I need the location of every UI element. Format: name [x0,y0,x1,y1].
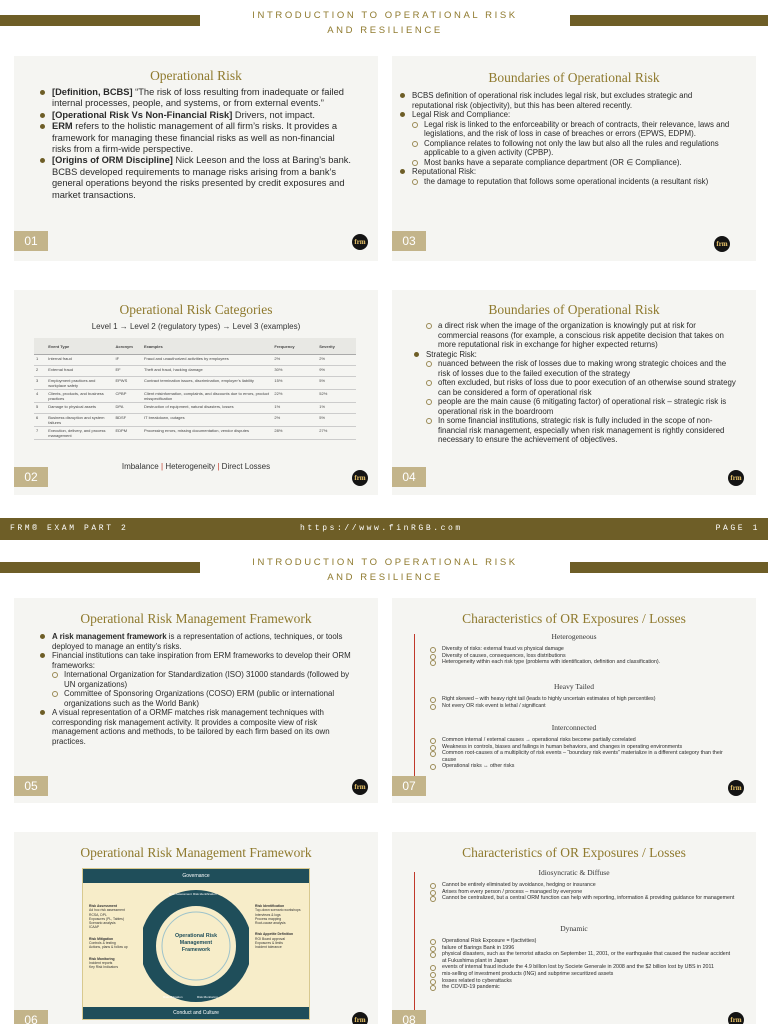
slide-05-list [38,632,358,746]
slide-03-list [398,91,734,186]
ormf-diagram [82,868,310,1020]
group-heading: Idiosyncratic & Diffuse [538,868,610,877]
group-heading: Interconnected [551,723,597,732]
list-item: a direct risk when the image of the organization is knowingly put at risk for commercial reasons (for example, a conscious risk appetite decision that takes on more reputational risk in exchange for higher expected returns) [412,321,736,350]
list-item: mis-selling of investment products (ING) and subprime securitized assets [416,971,736,978]
list-item: Diversity of risks: external fraud vs physical damage [416,646,736,653]
list-item: Operational risks ↔ other risks [416,763,736,770]
table-row: 2 External fraud EF Theft and fraud, hacking damage 30% 9% [34,366,356,377]
frm-logo-icon: frm [352,234,368,250]
accent-line [414,872,415,1022]
table-row: 3 Employment practices and workplace safety EPWS Contract termination issues, discrimination, employer’s liability 15% 5% [34,377,356,390]
frm-logo-icon: frm [352,470,368,486]
list-item: Operational Risk Exposure = f(activities) [416,938,736,945]
group-list [416,882,736,902]
ring-label: Risk Assessment [169,892,192,896]
slide-number: 06 [14,1010,48,1024]
slide-06 [14,832,378,1024]
list-item: A visual representation of a ORMF matches risk management techniques with corresponding risk management activity. It provides a composite view of risk management actions and methods, to be tailored by each firm based on its own practices. [38,708,358,746]
page-header-bottom [0,549,768,589]
page-footer [0,518,768,540]
list-item: Most banks have a separate compliance department (OR ∈ Compliance). [398,158,734,168]
group-list [416,938,736,991]
slide-title: Characteristics of OR Exposures / Losses [462,845,686,860]
list-item: Heterogeneity within each risk type (problems with identification, definition and classification). [416,659,736,666]
group-heading: Dynamic [560,924,588,933]
list-item: Strategic Risk: [412,350,736,360]
list-item: Diversity of causes, consequences, loss distributions [416,653,736,660]
header-bar-left [0,562,200,573]
list-item: physical disasters, such as the terrorist attacks on September 11, 2001, or the earthquake that caused the nuclear accident at Fukushima plant in Japan [416,951,736,964]
list-item: Common root-causes of a multiplicity of risk events – “boundary risk events” materialize in a different category than their cause [416,750,736,763]
footer-page: PAGE 1 [715,524,760,533]
list-item: people are the main cause (6 mitigating factor) of operational risk – strategic risk is operational risk in the boardroom [412,397,736,416]
group-list [416,696,736,709]
list-item: Legal risk is linked to the enforceability or breach of contracts, their relevance, laws and legislations, and the risk of loss in case of breaches or errors (EPWS, EDPM). [398,120,734,139]
governance-band: Governance [83,869,309,883]
page-header-top [0,2,768,42]
frm-logo-icon: frm [352,1012,368,1024]
list-item: Reputational Risk: [398,167,734,177]
levels-caption: Level 1 → Level 2 (regulatory types) → Level 3 (examples) [91,322,301,331]
ring-label: Risk Identification [193,892,217,896]
header-title: INTRODUCTION TO OPERATIONAL RISK AND RESILIENCE [252,557,518,583]
slide-08 [392,832,756,1024]
ormf-right-notes: Risk Identification Top-down scenario workshops Interviews & logs Process mapping Root-cause analysis Risk Appetite Definition ROI Board approval Exposures & limits Incident tolerance [255,904,301,950]
header-bar-right [570,562,768,573]
list-item: Not every OR risk event is lethal / significant [416,703,736,710]
list-item: Compliance relates to following not only the law but also all the rules and regulations applicable to a given activity (CPBP). [398,139,734,158]
ormf-center-label: Operational Risk Management Framework [174,933,218,953]
ring-label: Risk Mitigation [163,995,183,999]
table-row: 1 Internal fraud IF Fraud and unauthorized activities by employees 2% 2% [34,355,356,366]
header-title: INTRODUCTION TO OPERATIONAL RISK AND RESILIENCE [252,10,518,36]
frm-logo-icon: frm [728,780,744,796]
list-item: International Organization for Standardization (ISO) 31000 standards (followed by UN organizations) [38,670,358,689]
ormf-left-notes: Risk Assessment Ad hoc risk assessment RCSA, DPL Exposures (PL, Tables) Scenario analysis ICAAP Risk Mitigation Controls & testing Actions, plans & follow up Risk Monitoring Incident reports Key Risk Indicators [89,904,128,970]
slide-03 [392,56,756,261]
list-item: In some financial institutions, strategic risk is fully included in the scope of non-financial risk management, especially when risk management is rightly considered necessary to ensure the achievement of objectives. [412,416,736,445]
slide-05 [14,598,378,803]
header-bar-right [570,15,768,26]
slide-07 [392,598,756,803]
frm-logo-icon: frm [352,779,368,795]
list-item: [Origins of ORM Discipline] Nick Leeson and the loss at Baring’s bank. BCBS developed requirements to manage risks arising from a bank’s general operations beyond the risks presented by credit exposures and market transactions. [38,155,356,201]
slide-number: 04 [392,467,426,487]
list-item: losses related to cyberattacks [416,978,736,985]
slide-number: 03 [392,231,426,251]
list-item: Weakness in controls, biases and failings in human behaviors, and changes in operating environments [416,744,736,751]
slide-number: 07 [392,776,426,796]
table-row: 6 Business disruption and system failures BDSF IT breakdown, outages 2% 5% [34,414,356,427]
table-row: 4 Clients, products, and business practices CPBP Client misinformation, complaints, and discounts due to errors, product misspecification 22% 52% [34,390,356,403]
list-item: Right skewed – with heavy right tail (leads to highly uncertain estimates of high percentiles) [416,696,736,703]
slide-number: 02 [14,467,48,487]
slide-04 [392,290,756,495]
slide-02-footer: Imbalance | Heterogeneity | Direct Losses [121,462,271,471]
table-row: 7 Execution, delivery, and process management EDPM Processing errors, missing documentation, vendor disputes 28% 27% [34,427,356,440]
ring-label: Risk Monitoring [197,995,218,999]
group-list [416,646,736,666]
list-item: Cannot be centralized, but a central ORM function can help with reporting, information & providing guidance for management [416,895,736,902]
list-item: Financial institutions can take inspiration from ERM frameworks to develop their ORM frameworks: [38,651,358,670]
slide-02 [14,290,378,495]
list-item: the COVID-19 pandemic [416,984,736,991]
slide-title: Operational Risk Categories [119,302,273,317]
list-item: nuanced between the risk of losses due to making wrong strategic choices and the risk of losses due to the failed execution of the strategy [412,359,736,378]
list-item: Cannot be entirely eliminated by avoidance, hedging or insurance [416,882,736,889]
conduct-band: Conduct and Culture [83,1007,309,1019]
accent-line [414,634,415,784]
list-item: [Operational Risk Vs Non-Financial Risk] Drivers, not impact. [38,110,356,121]
group-heading: Heterogeneous [551,632,597,641]
slide-number: 08 [392,1010,426,1024]
list-item: [Definition, BCBS] “The risk of loss resulting from inadequate or failed internal processes, people, and systems, or from external events.” [38,87,356,110]
frm-logo-icon: frm [714,236,730,252]
list-item: Arises from every person / process – managed by everyone [416,889,736,896]
list-item: events of internal fraud include the 4.9 billion lost by Societe Generale in 2008 and the $2 billion lost by UBS in 2011 [416,964,736,971]
frm-logo-icon: frm [728,1012,744,1024]
group-list [416,737,736,770]
list-item: Common internal / external causes → operational risks become partially correlated [416,737,736,744]
footer-left: FRM® EXAM PART 2 [10,524,129,533]
list-item: failure of Barings Bank in 1996 [416,945,736,952]
slide-title: Operational Risk Management Framework [80,845,312,860]
slide-title: Characteristics of OR Exposures / Losses [462,611,686,626]
slide-title: Operational Risk Management Framework [80,611,312,626]
list-item: ERM refers to the holistic management of all firm’s risks. It provides a framework for managing these financial risks as well as non-financial risks from a firm-wide perspective. [38,121,356,155]
slide-01-list [38,87,356,201]
list-item: Committee of Sponsoring Organizations (COSO) ERM (public or international organizations such as the World Bank) [38,689,358,708]
header-bar-left [0,15,200,26]
slide-title: Boundaries of Operational Risk [488,70,660,85]
list-item: the damage to reputation that follows some operational incidents (a resultant risk) [398,177,734,187]
slide-number: 01 [14,231,48,251]
list-item: Legal Risk and Compliance: [398,110,734,120]
slide-01 [14,56,378,261]
table-row: 5 Damage to physical assets DPA Destruction of equipment, natural disasters, losses 1% 1% [34,403,356,414]
list-item: BCBS definition of operational risk includes legal risk, but excludes strategic and reputational risk (objectivity), but this has been altered recently. [398,91,734,110]
categories-table [34,338,356,440]
list-item: often excluded, but risks of loss due to poor execution of an otherwise sound strategy can be considered a form of operational risk [412,378,736,397]
slide-04-list [412,321,736,445]
slide-title: Operational Risk [150,68,242,83]
footer-url[interactable]: https://www.finRGB.com [300,524,463,533]
frm-logo-icon: frm [728,470,744,486]
slide-title: Boundaries of Operational Risk [488,302,660,317]
group-heading: Heavy Tailed [554,682,594,691]
slide-number: 05 [14,776,48,796]
list-item: A risk management framework is a representation of actions, techniques, or tools deployed to manage an entity’s risks. [38,632,358,651]
table-header-row: Event Type Acronym Examples Frequency Severity [34,338,356,355]
